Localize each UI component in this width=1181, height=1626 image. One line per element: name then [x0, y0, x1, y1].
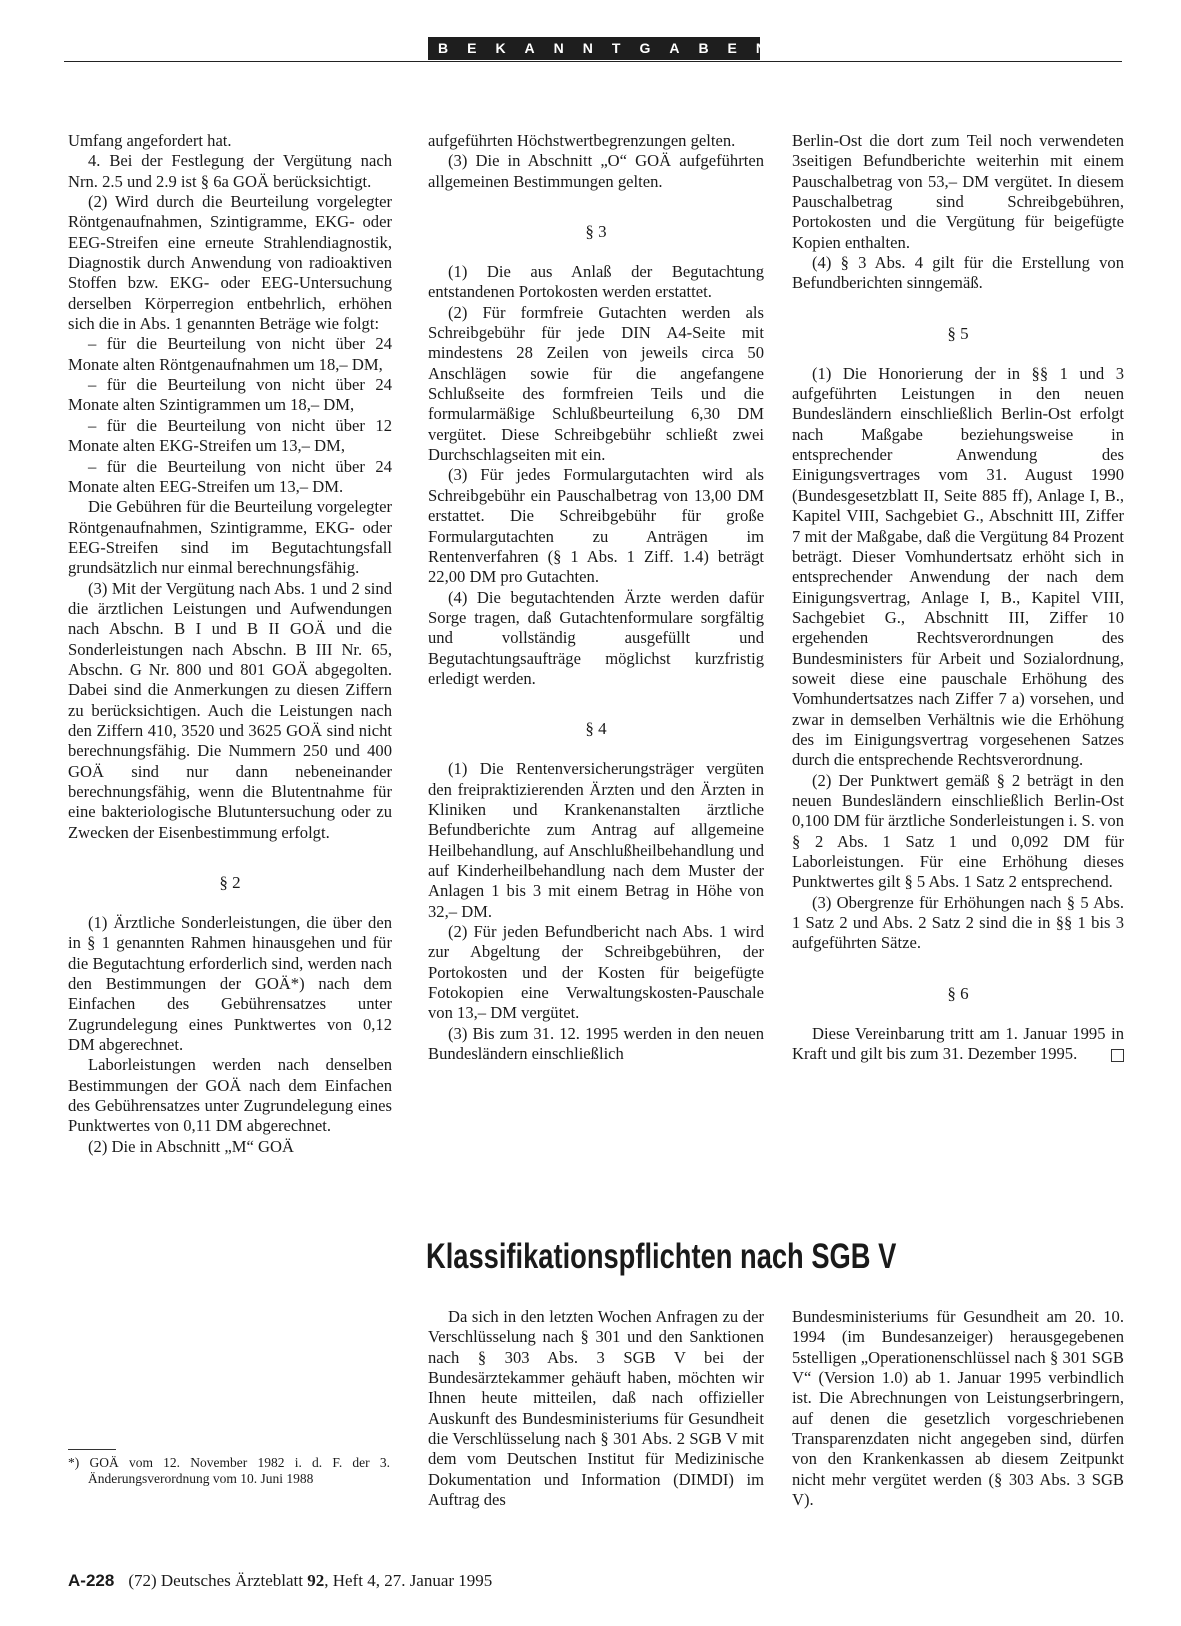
paragraph: (2) Die in Abschnitt „M“ GOÄ: [88, 1136, 295, 1156]
end-of-article-icon: [1111, 1049, 1124, 1062]
paragraph: aufgeführten Höchstwertbegrenzungen gelten.: [428, 131, 736, 150]
paragraph: (3) Obergrenze für Erhöhungen nach § 5 Abs. 1 Satz 2 und Abs. 2 Satz 2 sind die in §§ 1 bis 3 aufgeführten Sätze.: [792, 892, 1124, 953]
paragraph: Die Gebühren für die Beurteilung vorgelegter Röntgenaufnahmen, Szintigramme, EKG- oder EEG-Streifen sind im Begutachtungsfall grundsätzlich nur einmal berechnungsfähig.: [68, 497, 392, 578]
footnote-separator: [68, 1449, 116, 1450]
list-item: – für die Beurteilung von nicht über 24 Monate alten EEG-Streifen um 13,– DM.: [68, 456, 392, 496]
footer-issue: , Heft 4, 27. Januar 1995: [324, 1571, 493, 1590]
paragraph: (2) Der Punktwert gemäß § 2 beträgt in den neuen Bundesländern einschließlich Berlin-Ost 0,100 DM für ärztliche Sonderleistungen i. S. von § 2 Abs. 1 Satz 1 und 0,092 DM für Laborleistungen. Für eine Erhöhung dieses Punktwertes gilt § 5 Abs. 1 Satz 2 entsprechend.: [792, 770, 1124, 892]
section-heading-3: § 3: [585, 222, 607, 242]
footer-volume: 92: [307, 1571, 325, 1590]
section-heading-5: § 5: [947, 323, 969, 343]
column-4: [428, 1307, 764, 1510]
column-3: [792, 131, 1124, 1064]
page-code: A-228: [68, 1571, 115, 1590]
paragraph: (1) Die aus Anlaß der Begutachtung entstandenen Portokosten werden erstattet.: [428, 262, 764, 302]
list-item: – für die Beurteilung von nicht über 24 Monate alten Szintigrammen um 18,– DM,: [68, 375, 392, 415]
paragraph: (2) Für formfreie Gutachten werden als Schreibgebühr für jede DIN A4-Seite mit mindestens 28 Zeilen von jeweils circa 50 Anschlägen sowie für die angefangene Schlußseite des formfreien Teils und die formularmäßige Schlußbeurteilung 6,30 DM vergütet. Diese Schreibgebühr schließt zwei Durchschlagseiten mit ein.: [428, 302, 764, 465]
paragraph: Umfang angefordert hat.: [68, 131, 232, 150]
paragraph: Da sich in den letzten Wochen Anfragen zu der Verschlüsselung nach § 301 und den Sanktionen nach § 303 Abs. 3 SGB V bei der Bundesärztekammer gehäuft haben, möchten wir Ihnen heute mitteilen, daß nach offizieller Auskunft des Bundesministeriums für Gesundheit die Verschlüsselung nach § 301 Abs. 2 SGB V mit dem vom Deutschen Institut für Medizinische Dokumentation und Information (DIMDI) im Auftrag des: [428, 1307, 764, 1510]
page-footer: [68, 1571, 492, 1591]
section-heading-4: § 4: [585, 719, 607, 739]
paragraph: 4. Bei der Festlegung der Vergütung nach Nrn. 2.5 und 2.9 ist § 6a GOÄ berücksichtigt.: [68, 151, 392, 191]
paragraph: (2) Für jeden Befundbericht nach Abs. 1 wird zur Abgeltung der Schreibgebühren, der Portokosten und der Kosten für beigefügte Fotokopien eine Verwaltungskosten-Pauschale von 13,– DM vergütet.: [428, 922, 764, 1023]
column-1: [68, 131, 392, 1157]
footer-journal: (72) Deutsches Ärzteblatt: [128, 1571, 308, 1590]
list-item: – für die Beurteilung von nicht über 24 Monate alten Röntgenaufnahmen um 18,– DM,: [68, 334, 392, 374]
column-5: [792, 1307, 1124, 1510]
header-rule: [64, 61, 1122, 62]
section-heading-6: § 6: [947, 983, 969, 1003]
paragraph: Laborleistungen werden nach denselben Bestimmungen der GOÄ nach dem Einfachen des Gebührensatzes unter Zugrundelegung eines Punktwertes von 0,11 DM abgerechnet.: [68, 1055, 392, 1136]
paragraph: (1) Die Rentenversicherungsträger vergüten den freipraktizierenden Ärzten und den Ärzten in Kliniken und Krankenanstalten ärztliche Befundberichte zum Antrag auf allgemeine Heilbehandlung, auf Anschlußheilbehandlung und auf Kinderheilbehandlung nach dem Muster der Anlagen 1 bis 3 mit einem Betrag in Höhe von 32,– DM.: [428, 759, 764, 921]
paragraph: (4) § 3 Abs. 4 gilt für die Erstellung von Befundberichten sinngemäß.: [792, 253, 1124, 293]
paragraph: [792, 1024, 1124, 1065]
paragraph: Berlin-Ost die dort zum Teil noch verwendeten 3seitigen Befundberichte weiterhin mit einem Pauschalbetrag von 53,– DM vergütet. In diesem Pauschalbetrag sind Schreibgebühren, Portokosten und die Vergütung für beigefügte Kopien enthalten.: [792, 131, 1124, 252]
paragraph: (4) Die begutachtenden Ärzte werden dafür Sorge tragen, daß Gutachtenformulare sorgfältig und vollständig ausgefüllt und Begutachtungsaufträge möglichst kurzfristig erledigt werden.: [428, 587, 764, 688]
list-item: – für die Beurteilung von nicht über 12 Monate alten EKG-Streifen um 13,– DM,: [68, 415, 392, 456]
footnote: *) GOÄ vom 12. November 1982 i. d. F. der 3. Änderungsverordnung vom 10. Juni 1988: [68, 1455, 390, 1486]
section-heading-2: § 2: [219, 873, 241, 893]
paragraph: (3) Für jedes Formulargutachten wird als Schreibgebühr ein Pauschalbetrag von 13,00 DM erstattet. Die Schreibgebühr für große Formulargutachten zu Anträgen im Rentenverfahren (§ 1 Abs. 1 Ziff. 1.4) beträgt 22,00 DM pro Gutachten.: [428, 465, 764, 587]
paragraph: (1) Ärztliche Sonderleistungen, die über den in § 1 genannten Rahmen hinausgehen und für die Begutachtung erforderlich sind, werden nach den Bestimmungen der GOÄ*) nach dem Einfachen des Gebührensatzes unter Zugrundelegung eines Punktwertes von 0,12 DM abgerechnet.: [68, 913, 392, 1055]
section-label: BEKANNTGABEN: [428, 37, 760, 60]
article-heading: Klassifikationspflichten nach SGB V: [426, 1237, 897, 1276]
column-2: [428, 131, 764, 1064]
paragraph: (1) Die Honorierung der in §§ 1 und 3 aufgeführten Leistungen in den neuen Bundesländern einschließlich Berlin-Ost erfolgt nach Maßgabe beziehungsweise in entsprechender Anwendung des Einigungsvertrages vom 31. August 1990 (Bundesgesetzblatt II, Seite 885 ff), Anlage I, B., Kapitel VIII, Sachgebiet G., Abschnitt III, Ziffer 7 mit der Maßgabe, daß die Vergütung 84 Prozent beträgt. Dieser Vomhundertsatz erhöht sich in entsprechender Anwendung der nach dem Einigungsvertrag, Anlage I, B., Kapitel VIII, Sachgebiet G., Abschnitt III, Ziffer 10 ergehenden Rechtsverordnungen des Bundesministers für Arbeit und Sozialordnung, soweit diese eine pauschale Erhöhung des Vomhundertsatzes nach Ziffer 7 a) vorsehen, und zwar in demselben Verhältnis wie die Erhöhung des im Einigungsvertrag vorgesehenen Satzes durch die entsprechende Rechtsverordnung.: [792, 363, 1124, 770]
closing-text: Diese Vereinbarung tritt am 1. Januar 1995 in Kraft und gilt bis zum 31. Dezember 1995.: [792, 1023, 1124, 1064]
paragraph: (3) Mit der Vergütung nach Abs. 1 und 2 sind die ärztlichen Leistungen und Aufwendungen nach Abschn. B I und B II GOÄ und die Sonderleistungen nach Abschn. B III Nr. 65, Abschn. G Nr. 800 und 801 GOÄ abgegolten. Dabei sind die Anmerkungen zu diesen Ziffern zu berücksichtigen. Auch die Leistungen nach den Ziffern 410, 3520 und 3625 GOÄ sind nicht berechnungsfähig. Die Nummern 250 und 400 GOÄ sind nur dann nebeneinander berechnungsfähig, wenn die Blutentnahme für eine bakteriologische Blutuntersuchung oder zu Zwecken der Eisenbestimmung erfolgt.: [68, 578, 392, 842]
paragraph: (3) Bis zum 31. 12. 1995 werden in den neuen Bundesländern einschließlich: [428, 1023, 764, 1064]
paragraph: (3) Die in Abschnitt „O“ GOÄ aufgeführten allgemeinen Bestimmungen gelten.: [428, 151, 764, 191]
paragraph: Bundesministeriums für Gesundheit am 20. 10. 1994 (im Bundesanzeiger) herausgegebenen 5stelligen „Operationenschlüssel nach § 301 SGB V“ (Version 1.0) ab 1. Januar 1995 verbindlich ist. Die Abrechnungen von Leistungserbringern, auf denen die gesetzlich vorgeschriebenen Transparenzdaten nicht angegeben sind, dürfen von den Krankenkassen ab diesem Zeitpunkt nicht mehr vergütet werden (§ 303 Abs. 3 SGB V).: [792, 1307, 1124, 1510]
paragraph: (2) Wird durch die Beurteilung vorgelegter Röntgenaufnahmen, Szintigramme, EKG- oder EEG-Streifen eine erneute Strahlendiagnostik, Diagnostik durch Anwendung von radioaktiven Stoffen bzw. EKG- oder EEG-Untersuchung derselben Körperregion entbehrlich, erhöhen sich die in Abs. 1 genannten Beträge wie folgt:: [68, 192, 392, 334]
